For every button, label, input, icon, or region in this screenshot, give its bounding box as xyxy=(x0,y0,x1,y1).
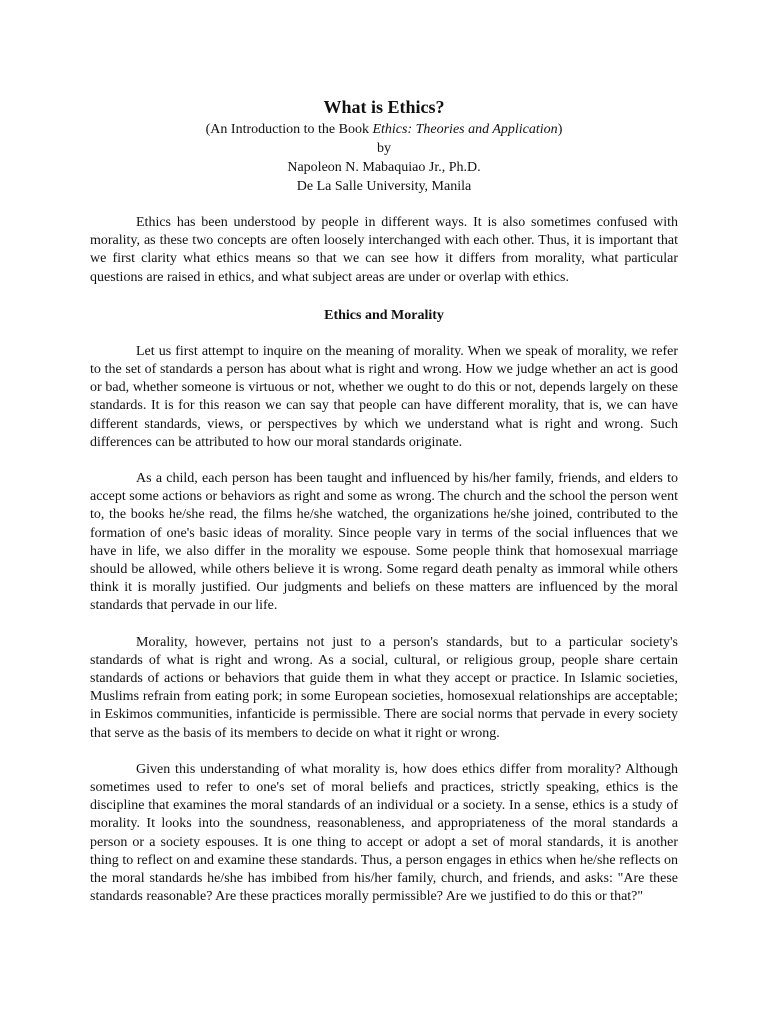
book-title: Ethics: Theories and Application xyxy=(372,122,558,137)
section-heading: Ethics and Morality xyxy=(324,307,444,323)
spacer xyxy=(90,616,678,634)
subtitle-prefix: (An Introduction to the Book xyxy=(205,122,373,137)
author-affiliation: De La Salle University, Manila xyxy=(296,179,472,194)
body-paragraph: Let us first attempt to inquire on the meaning of morality. When we speak of morality, we refer to the set of standards a person has about what is right and wrong. How we judge whether an act is good or bad, whether someone is virtuous or not, whether we ought to do this or not, depends largely on these standards. It is for this reason we can say that people can have different morality, that is, we can have different standards, views, or perspectives by which we understand what is right and wrong. Such differences can be attributed to how our moral standards originate. xyxy=(90,343,678,450)
spacer xyxy=(90,196,678,214)
body-paragraph: As a child, each person has been taught and influenced by his/her family, friends, and elders to accept some actions or behaviors as right and some as wrong. The church and the school the person went to, the books he/she read, the films he/she watched, the organizations he/she joined, contributed to the formation of one's basic ideas of morality. Since people vary in terms of the social influences that we have in life, we also differ in the morality we espouse. Some people think that homosexual marriage should be allowed, while others believe it is wrong. Some regard death penalty as immoral while others think it is morally justified. Our judgments and beliefs on these matters are influenced by the moral standards that pervade in our life. xyxy=(90,471,678,614)
document-title: What is Ethics? xyxy=(323,97,445,117)
byline-by: by xyxy=(377,141,391,156)
document-page xyxy=(90,95,678,907)
document-subtitle xyxy=(90,120,678,139)
intro-paragraph: Ethics has been understood by people in different ways. It is also sometimes confused with morality, as these two concepts are often loosely interchanged with each other. Thus, it is important that we first clarity what ethics means so that we can see how it differs from morality, what particular questions are raised in ethics, and what subject areas are under or overlap with ethics. xyxy=(90,215,678,285)
body-paragraph: Morality, however, pertains not just to a person's standards, but to a particular society's standards of what is right and wrong. As a social, cultural, or religious group, people share certain standards of actions or behaviors that guide them in what they accept or practice. In Islamic societies, Muslims refrain from eating pork; in some European societies, homosexual relationships are acceptable; in Eskimos communities, infanticide is permissible. There are social norms that pervade in every society that serve as the basis of its members to decide on what it right or wrong. xyxy=(90,634,678,741)
body-paragraph: Given this understanding of what morality is, how does ethics differ from morality? Although sometimes used to refer to one's set of moral beliefs and practices, strictly speaking, ethics is the discipline that examines the moral standards of an individual or a society. In a sense, ethics is a study of morality. It looks into the soundness, reasonableness, and appropriateness of the moral standards a person or a society espouses. It is one thing to accept or adopt a set of moral standards, it is another thing to reflect on and examine these standards. Thus, a person engages in ethics when he/she reflects on the moral standards he/she has imbibed from his/her family, church, and friends, and asks: "Are these standards reasonable? Are these practices morally permissible? Are we justified to do this or that?" xyxy=(90,761,678,905)
spacer xyxy=(90,452,678,470)
author-name: Napoleon N. Mabaquiao Jr., Ph.D. xyxy=(287,160,481,175)
subtitle-suffix: ) xyxy=(557,122,563,137)
spacer xyxy=(90,743,678,761)
